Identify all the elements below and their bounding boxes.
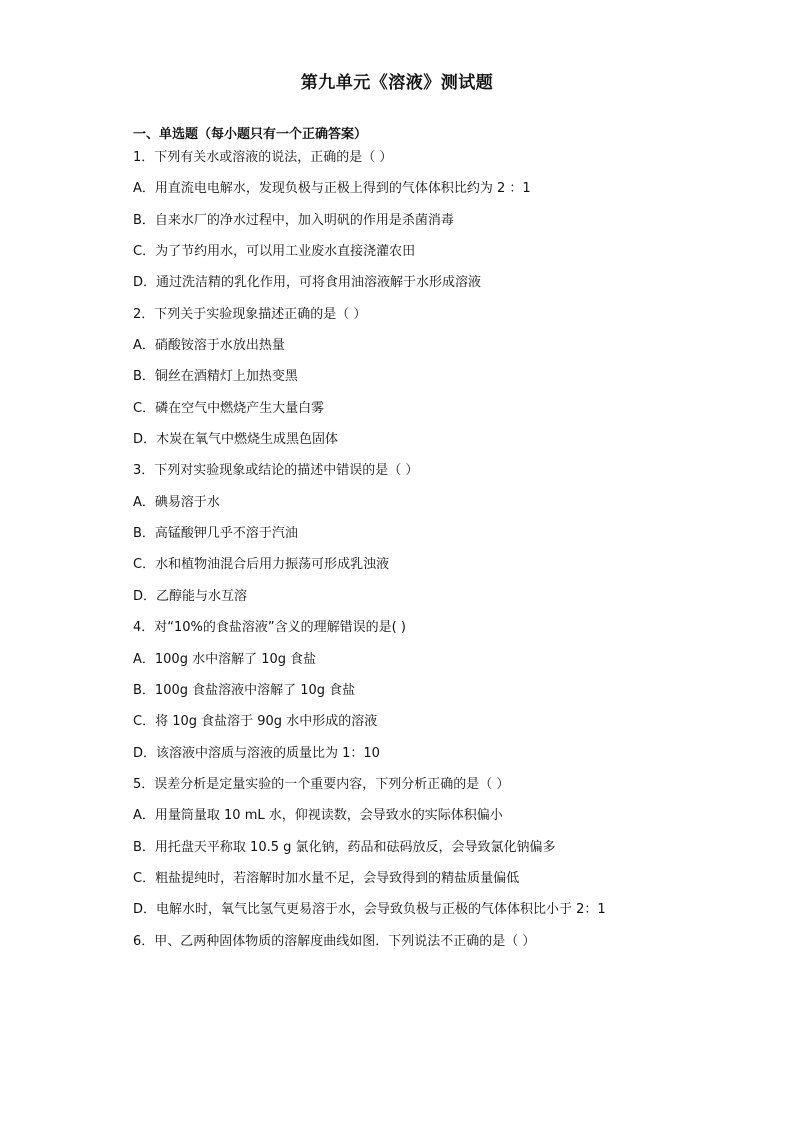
question-line: 2．下列关于实验现象描述正确的是（ ） bbox=[133, 306, 367, 322]
question-line: C．粗盐提纯时，若溶解时加水量不足，会导致得到的精盐质量偏低 bbox=[133, 870, 520, 886]
document-title: 第九单元《溶液》测试题 bbox=[300, 73, 494, 93]
question-line: B．高锰酸钾几乎不溶于汽油 bbox=[133, 526, 298, 542]
question-line: C．将 10g 食盐溶于 90g 水中形成的溶液 bbox=[133, 714, 378, 730]
question-line: A．硝酸铵溶于水放出热量 bbox=[133, 338, 285, 354]
question-line: B．用托盘天平称取 10.5 g 氯化钠，药品和砝码放反，会导致氯化钠偏多 bbox=[133, 839, 556, 855]
question-line: D．木炭在氧气中燃烧生成黑色固体 bbox=[133, 432, 339, 448]
question-line: 4．对“10%的食盐溶液”含义的理解错误的是( ) bbox=[133, 620, 406, 636]
question-line: B．100g 食盐溶液中溶解了 10g 食盐 bbox=[133, 682, 356, 698]
question-line: B．自来水厂的净水过程中，加入明矾的作用是杀菌消毒 bbox=[133, 212, 454, 228]
question-line: C．磷在空气中燃烧产生大量白雾 bbox=[133, 400, 325, 416]
question-line: 1．下列有关水或溶液的说法，正确的是（ ） bbox=[133, 150, 393, 165]
question-line: D．该溶液中溶质与溶液的质量比为 1：10 bbox=[133, 745, 380, 761]
section-heading: 一、单选题（每小题只有一个正确答案） bbox=[133, 127, 368, 142]
question-line: C．水和植物油混合后用力振荡可形成乳浊液 bbox=[133, 557, 390, 573]
question-line: C．为了节约用水，可以用工业废水直接浇灌农田 bbox=[133, 244, 416, 260]
question-line: B．铜丝在酒精灯上加热变黑 bbox=[133, 369, 298, 385]
question-line: A．100g 水中溶解了 10g 食盐 bbox=[133, 651, 317, 667]
question-line: 3．下列对实验现象或结论的描述中错误的是（ ） bbox=[133, 463, 419, 479]
question-list bbox=[133, 147, 693, 962]
question-line: 6．甲、乙两种固体物质的溶解度曲线如图．下列说法不正确的是（ ） bbox=[133, 933, 536, 949]
question-line: D．通过洗洁精的乳化作用，可将食用油溶液解于水形成溶液 bbox=[133, 275, 482, 291]
question-line: D．乙醇能与水互溶 bbox=[133, 588, 248, 604]
question-line: D．电解水时，氧气比氢气更易溶于水，会导致负极与正极的气体体积比小于 2：1 bbox=[133, 902, 606, 918]
question-line: A．用量筒量取 10 mL 水，仰视读数，会导致水的实际体积偏小 bbox=[133, 808, 503, 824]
question-line: A．用直流电电解水，发现负极与正极上得到的气体体积比约为 2 ：1 bbox=[133, 181, 531, 197]
question-line: 5．误差分析是定量实验的一个重要内容，下列分析正确的是（ ） bbox=[133, 776, 510, 792]
question-line: A．碘易溶于水 bbox=[133, 494, 220, 510]
